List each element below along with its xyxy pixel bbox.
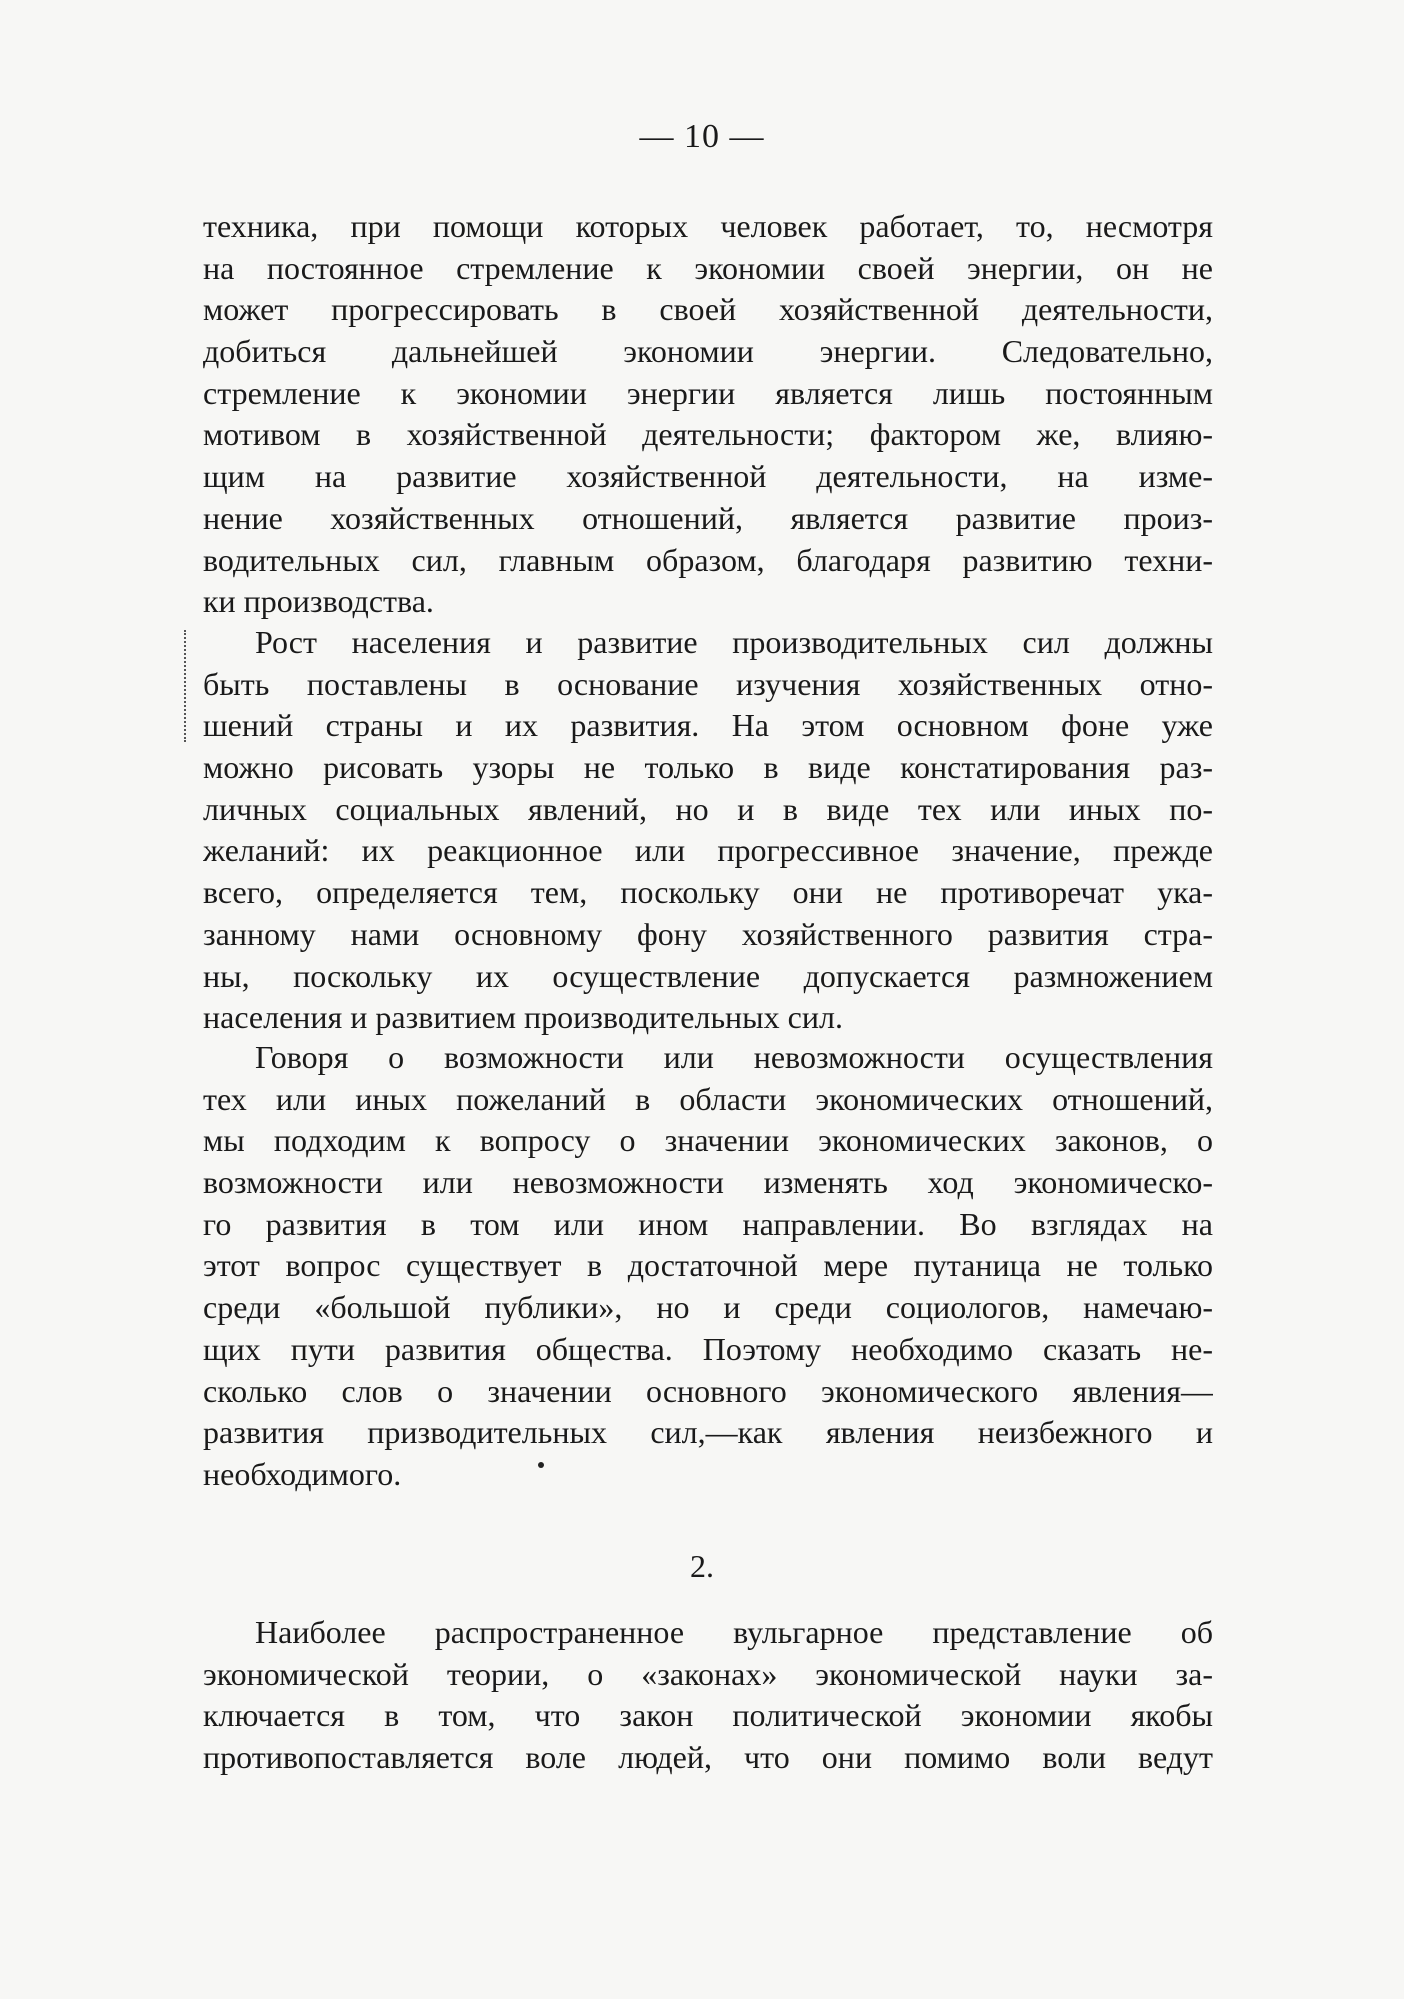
text-line: водительных сил, главным образом, благодаря развитию техни- — [203, 541, 1213, 578]
text-line: экономической теории, о «законах» экономической науки за- — [203, 1655, 1213, 1692]
text-line: Наиболее распространенное вульгарное представление об — [255, 1614, 1213, 1650]
paragraph-1 — [203, 206, 1213, 623]
paragraph-3 — [203, 1037, 1213, 1496]
text-line: населения и развитием производительных сил. — [203, 999, 843, 1036]
text-line: ны, поскольку их осуществление допускается размножением — [203, 957, 1213, 994]
text-line: тех или иных пожеланий в области экономических отношений, — [203, 1080, 1213, 1117]
text-line: ключается в том, что закон политической экономии якобы — [203, 1697, 1213, 1734]
text-line: желаний: их реакционное или прогрессивное значение, прежде — [203, 832, 1213, 869]
text-line: мы подходим к вопросу о значении экономических законов, о — [203, 1122, 1213, 1159]
text-line: шений страны и их развития. На этом основном фоне уже — [203, 707, 1213, 744]
text-line: развития призводительных сил,—как явления неизбежного и — [203, 1414, 1213, 1451]
text-line: Рост населения и развитие производительных сил должны — [255, 624, 1213, 660]
text-line: щих пути развития общества. Поэтому необходимо сказать не- — [203, 1330, 1213, 1367]
text-line: ки производства. — [203, 583, 434, 620]
text-line: щим на развитие хозяйственной деятельности, на изме- — [203, 458, 1213, 495]
text-line: мотивом в хозяйственной деятельности; фактором же, влияю- — [203, 416, 1213, 453]
text-line: необходимого. — [203, 1455, 402, 1492]
text-line: стремление к экономии энергии является лишь постоянным — [203, 374, 1213, 411]
text-line: техника, при помощи которых человек работает, то, несмотря — [203, 208, 1213, 244]
text-line: на постоянное стремление к экономии своей энергии, он не — [203, 249, 1213, 286]
text-line: сколько слов о значении основного экономического явления— — [203, 1372, 1213, 1409]
margin-mark — [184, 630, 186, 742]
text-line: Говоря о возможности или невозможности осуществления — [255, 1039, 1213, 1075]
paragraph-4 — [203, 1612, 1213, 1779]
text-line: можно рисовать узоры не только в виде констатирования раз- — [203, 749, 1213, 786]
page-number: — 10 — — [639, 118, 765, 155]
text-line: возможности или невозможности изменять ход экономическо- — [203, 1164, 1213, 1201]
text-line: противопоставляется воле людей, что они помимо воли ведут — [203, 1739, 1213, 1776]
text-line: го развития в том или ином направлении. Во взглядах на — [203, 1205, 1213, 1242]
text-line: быть поставлены в основание изучения хозяйственных отно- — [203, 665, 1213, 702]
paragraph-2 — [203, 622, 1213, 1039]
text-line: может прогрессировать в своей хозяйственной деятельности, — [203, 291, 1213, 328]
text-line: занному нами основному фону хозяйственного развития стра- — [203, 915, 1213, 952]
section-number: 2. — [690, 1548, 714, 1584]
text-line: этот вопрос существует в достаточной мере путаница не только — [203, 1247, 1213, 1284]
text-line: добиться дальнейшей экономии энергии. Следовательно, — [203, 333, 1213, 370]
text-line: личных социальных явлений, но и в виде тех или иных по- — [203, 790, 1213, 827]
text-line: всего, определяется тем, поскольку они не противоречат ука- — [203, 874, 1213, 911]
text-line: нение хозяйственных отношений, является развитие произ- — [203, 499, 1213, 536]
ink-dot — [538, 1462, 544, 1468]
text-line: среди «большой публики», но и среди социологов, намечаю- — [203, 1289, 1213, 1326]
